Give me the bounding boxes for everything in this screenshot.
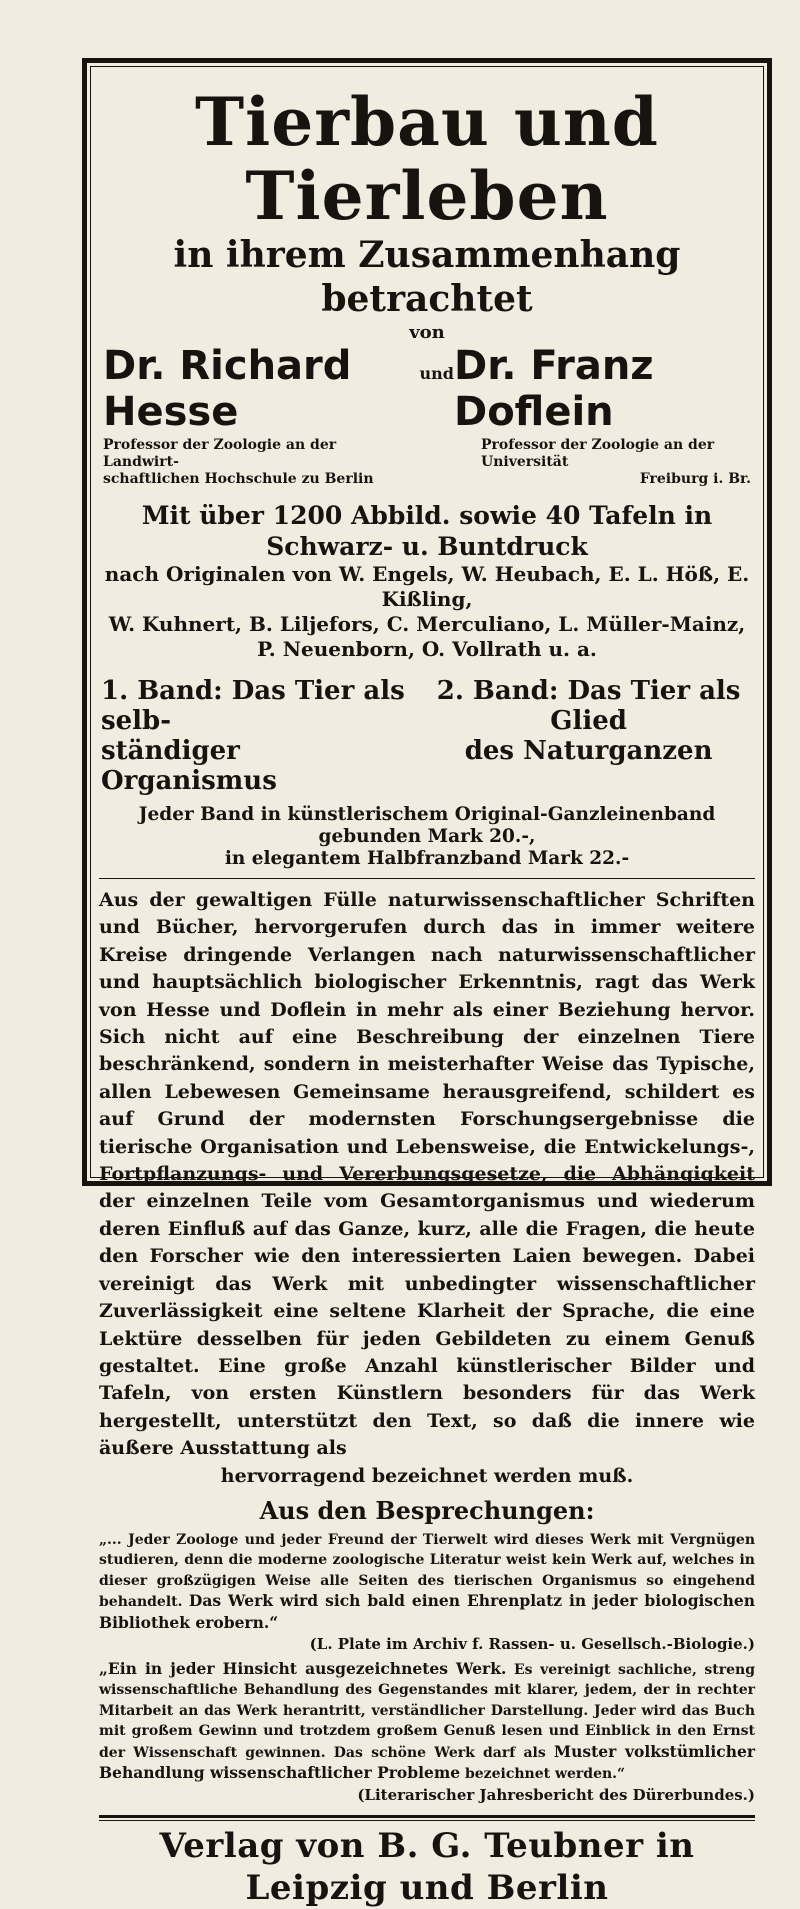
review-duererbund-text2: bezeichnet werden.“ [464, 1766, 626, 1783]
volume-2-line1: 2. Band: Das Tier als Glied [436, 676, 741, 736]
illustrations-line4: P. Neuenborn, O. Vollrath u. a. [257, 637, 597, 661]
illustrations-line1: Mit über 1200 Abbild. sowie 40 Tafeln in Schwarz- u. Buntdruck [141, 501, 713, 561]
affiliation-hesse-line2: schaftlichen Hochschule zu Berlin [103, 471, 374, 487]
review-plate-source: (L. Plate im Archiv f. Rassen- u. Gesellsch.-Biologie.) [309, 1635, 755, 1654]
illustrations-line2: nach Originalen von W. Engels, W. Heubach, E. L. Höß, E. Kißling, [104, 562, 750, 611]
divider [99, 878, 755, 879]
author-hesse: Dr. Richard Hesse [103, 343, 352, 435]
von-label: von [409, 322, 445, 343]
double-rule [99, 1815, 755, 1821]
illustrations-block [99, 500, 755, 662]
review-duererbund-emphasis: „Ein in jeder Hinsicht ausgezeichnetes Werk. [99, 1658, 507, 1678]
price-line2: in elegantem Halbfranzband Mark 22.- [224, 848, 630, 869]
author-doflein: Dr. Franz Doflein [453, 343, 654, 435]
publisher-line: Verlag von B. G. Teubner in Leipzig und Berlin [159, 1826, 695, 1909]
authors-row [99, 343, 755, 435]
description-last-line: hervorragend bezeichnet werden muß. [220, 1464, 634, 1487]
volumes-row [99, 676, 755, 796]
affiliation-doflein [481, 437, 751, 488]
review-plate [99, 1530, 755, 1655]
review-duererbund [99, 1659, 755, 1806]
price-line1: Jeder Band in künstlerischem Original-Ganzleinenband gebunden Mark 20.-, [138, 804, 716, 847]
affiliation-hesse-line1: Professor der Zoologie an der Landwirt- [103, 437, 337, 470]
description-paragraph [99, 887, 755, 1490]
reviews-heading: Aus den Besprechungen: [259, 1495, 595, 1525]
review-duererbund-emphasis2: Muster volkstümlicher Behandlung wissenschaftlicher Probleme [99, 1741, 756, 1783]
review-duererbund-source: (Literarischer Jahresbericht des Dürerbundes.) [357, 1785, 755, 1804]
affiliation-doflein-line2: Freiburg i. Br. [639, 471, 751, 487]
affiliation-hesse [103, 437, 403, 488]
book-subtitle: in ihrem Zusammenhang betrachtet [173, 234, 681, 320]
affiliations-row [99, 437, 755, 488]
und-label: und [419, 364, 454, 383]
volume-2 [424, 676, 753, 796]
volume-2-line2: des Naturganzen [464, 736, 713, 766]
review-plate-text: „... Jeder Zoologe und jeder Freund der Tierwelt wird dieses Werk mit Vergnügen studieren, denn die moderne zoologische Literatur weist kein Werk auf, welches in dieser großzügigen Weise alle Seiten des tierischen Organismus so eingehend behandelt. [99, 1531, 755, 1611]
inner-frame [90, 66, 764, 1909]
volume-1-line1: 1. Band: Das Tier als selb- [101, 676, 405, 736]
volume-1-line2: ständiger Organismus [101, 736, 277, 796]
description-main: Aus der gewaltigen Fülle naturwissenschaftlicher Schriften und Bücher, hervorgerufen durch das in immer weitere Kreise dringende Verlangen nach naturwissenschaftlicher und hauptsächlich biologischer Erkenntnis, ragt das Werk von Hesse und Doflein in mehr als einer Beziehung hervor. Sich nicht auf eine Beschreibung der einzelnen Tiere beschränkend, sondern in meisterhafter Weise das Typische, allen Lebewesen Gemeinsame herausgreifend, schildert es auf Grund der modernsten Forschungsergebnisse die tierische Organisation und Lebensweise, die Entwickelungs-, Fortpflanzungs- und Vererbungsgesetze, die Abhängigkeit der einzelnen Teile vom Gesamtorganismus und wiederum deren Einfluß auf das Ganze, kurz, alle die Fragen, die heute den Forscher wie den interessierten Laien bewegen. Dabei vereinigt das Werk mit unbedingter wissenschaftlicher Zuverlässigkeit eine seltene Klarheit der Sprache, die eine Lektüre desselben für jeden Gebildeten zu einem Genuß gestaltet. Eine große Anzahl künstlerischer Bilder und Tafeln, von ersten Künstlern besonders für das Werk hergestellt, unterstützt den Text, so daß die innere wie äußere Ausstattung als [99, 889, 755, 1460]
book-title: Tierbau und Tierleben [195, 83, 659, 235]
affiliation-doflein-line1: Professor der Zoologie an der Universität [481, 437, 715, 470]
review-duererbund-text: Es vereinigt sachliche, streng wissenschaftliche Behandlung des Gegenstandes mit klarer, jedem, der in rechter Mitarbeit an das Werk herantritt, verständlicher Darstellung. Jeder wird das Buch mit großem Gewinn und trotzdem großem Genuß lesen und Einblick in den Ernst der Wissenschaft gewinnen. Das schöne Werk darf als [99, 1661, 756, 1761]
illustrations-line3: W. Kuhnert, B. Liljefors, C. Merculiano, L. Müller-Mainz, [108, 612, 746, 636]
review-plate-emphasis: Das Werk wird sich bald einen Ehrenplatz in jeder biologischen Bibliothek erobern.“ [99, 1591, 756, 1632]
price-info [99, 804, 755, 870]
volume-1 [101, 676, 424, 796]
